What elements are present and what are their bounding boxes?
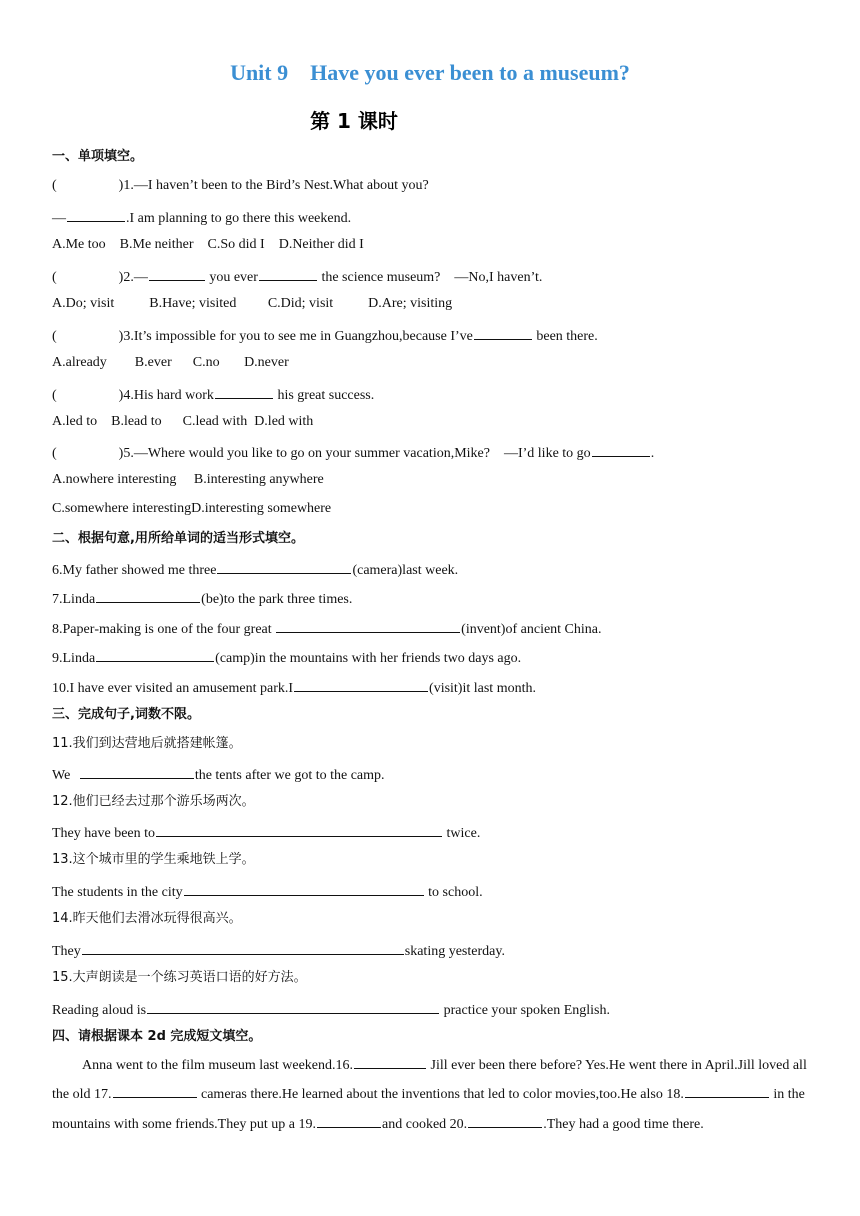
answer-blank[interactable]: [80, 764, 194, 779]
stem-end: his great success.: [273, 388, 375, 403]
stem-start: Reading aloud is: [52, 1003, 147, 1018]
answer-blank-17[interactable]: [113, 1083, 197, 1098]
question-1-stem: )1.—I haven’t been to the Bird’s Nest.What about you?: [118, 178, 429, 193]
dash: —: [52, 211, 66, 226]
stem-start: The students in the city: [52, 885, 183, 900]
question-2-options: A.Do; visit B.Have; visited C.Did; visit D.Are; visiting: [52, 296, 453, 311]
question-1: [52, 177, 812, 195]
question-10: [52, 677, 812, 698]
answer-blank[interactable]: [217, 559, 351, 574]
stem-end: (camp)in the mountains with her friends two days ago.: [215, 651, 522, 666]
stem-end: the science museum? —No,I haven’t.: [317, 270, 543, 285]
answer-blank[interactable]: [147, 999, 439, 1014]
passage-text: Jill ever been there before? Yes.He went there in April.Jill loved all the old 17.: [52, 1058, 807, 1103]
question-15-chinese: 15.大声朗读是一个练习英语口语的好方法。: [52, 970, 307, 985]
question-5-options-row1: A.nowhere interesting B.interesting anywhere: [52, 472, 324, 487]
stem-end: been there.: [532, 329, 598, 344]
lesson-subtitle: 第 1 课时: [310, 109, 398, 133]
answer-blank-18[interactable]: [685, 1083, 769, 1098]
answer-blank[interactable]: [276, 618, 460, 633]
passage-text: and cooked 20.: [382, 1116, 468, 1132]
section-1-heading: 一、单项填空。: [52, 149, 144, 164]
stem-start: )2.—: [118, 270, 148, 285]
answer-blank[interactable]: [184, 881, 424, 896]
stem-end: practice your spoken English.: [440, 1003, 611, 1018]
question-8: [52, 618, 812, 639]
question-14-chinese: 14.昨天他们去滑冰玩得很高兴。: [52, 911, 242, 926]
section-3-heading: 三、完成句子,词数不限。: [52, 707, 200, 722]
stem-end: (camera)last week.: [352, 563, 459, 578]
answer-paren: (: [52, 178, 57, 193]
question-3: [52, 325, 812, 346]
stem-end: the tents after we got to the camp.: [194, 768, 385, 783]
answer-blank[interactable]: [149, 266, 205, 281]
question-12-chinese: 12.他们已经去过那个游乐场两次。: [52, 794, 255, 809]
answer-blank[interactable]: [259, 266, 317, 281]
stem-end: skating yesterday.: [404, 944, 505, 959]
question-12: [52, 822, 812, 843]
question-5-options-row2: C.somewhere interestingD.interesting somewhere: [52, 501, 332, 516]
stem-start: 7.Linda: [52, 592, 96, 607]
answer-blank[interactable]: [96, 647, 214, 662]
answer-paren: (: [52, 446, 57, 461]
stem-end: twice.: [443, 826, 481, 841]
answer-blank-16[interactable]: [354, 1054, 426, 1069]
question-3-options: A.already B.ever C.no D.never: [52, 355, 289, 370]
reply-text: .I am planning to go there this weekend.: [126, 211, 352, 226]
stem-start: 10.I have ever visited an amusement park.I: [52, 681, 294, 696]
stem-start: 6.My father showed me three: [52, 563, 217, 578]
question-5: [52, 442, 812, 463]
question-1-reply: [52, 207, 812, 228]
answer-blank[interactable]: [96, 588, 200, 603]
passage-text: in the mountains with some friends.They put up a 19.: [52, 1087, 805, 1132]
question-7: [52, 588, 812, 609]
answer-paren: (: [52, 388, 57, 403]
answer-blank-19[interactable]: [317, 1113, 381, 1128]
stem-start: )5.—Where would you like to go on your summer vacation,Mike? —I’d like to go: [118, 446, 591, 461]
answer-blank[interactable]: [156, 822, 442, 837]
stem-start: They: [52, 944, 81, 959]
answer-blank[interactable]: [474, 325, 532, 340]
question-1-options: A.Me too B.Me neither C.So did I D.Neither did I: [52, 237, 364, 252]
section-4-heading: 四、请根据课本 2d 完成短文填空。: [52, 1029, 262, 1044]
answer-blank[interactable]: [294, 677, 428, 692]
stem-start: )4.His hard work: [118, 388, 214, 403]
stem-end: (visit)it last month.: [429, 681, 536, 696]
stem-start: We: [52, 768, 74, 783]
question-11-chinese: 11.我们到达营地后就搭建帐篷。: [52, 736, 242, 751]
stem-start: 9.Linda: [52, 651, 96, 666]
passage: [52, 1051, 812, 1139]
question-4: [52, 384, 812, 405]
question-9: [52, 647, 812, 668]
stem-start: They have been to: [52, 826, 156, 841]
passage-text: .They had a good time there.: [543, 1116, 704, 1132]
section-2-heading: 二、根据句意,用所给单词的适当形式填空。: [52, 531, 304, 546]
question-4-options: A.led to B.lead to C.lead with D.led with: [52, 414, 314, 429]
question-13: [52, 881, 812, 902]
question-6: [52, 559, 812, 580]
stem-start: 8.Paper‑making is one of the four great: [52, 622, 276, 637]
answer-blank[interactable]: [67, 207, 125, 222]
page-title: Unit 9 Have you ever been to a museum?: [230, 60, 630, 85]
answer-blank-20[interactable]: [468, 1113, 542, 1128]
stem-end: .: [650, 446, 655, 461]
question-11: [52, 764, 812, 785]
answer-blank[interactable]: [82, 940, 404, 955]
stem-end: to school.: [424, 885, 483, 900]
stem-end: (invent)of ancient China.: [461, 622, 602, 637]
stem-end: (be)to the park three times.: [201, 592, 353, 607]
stem-start: )3.It’s impossible for you to see me in Guangzhou,because I’ve: [118, 329, 473, 344]
answer-blank[interactable]: [592, 442, 650, 457]
answer-paren: (: [52, 270, 57, 285]
question-15: [52, 999, 812, 1020]
question-2: [52, 266, 812, 287]
passage-text: cameras there.He learned about the inventions that led to color movies,too.He also 18.: [197, 1087, 684, 1103]
question-13-chinese: 13.这个城市里的学生乘地铁上学。: [52, 852, 255, 867]
answer-paren: (: [52, 329, 57, 344]
stem-mid: you ever: [205, 270, 258, 285]
passage-text: Anna went to the film museum last weekend.16.: [82, 1058, 353, 1073]
answer-blank[interactable]: [215, 384, 273, 399]
question-14: [52, 940, 812, 961]
